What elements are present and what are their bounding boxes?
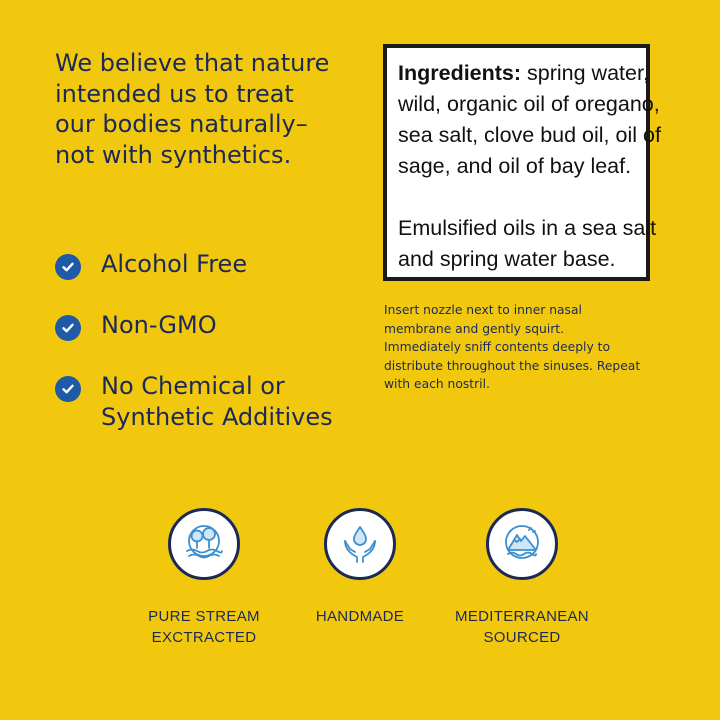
tagline-line: our bodies naturally– — [55, 110, 308, 138]
ingredients-first-line — [398, 58, 649, 89]
badge-mediterranean-sourced — [442, 508, 602, 648]
ingredients-note-line: and spring water base. — [398, 247, 616, 271]
tagline — [55, 48, 355, 170]
badge-label — [455, 606, 589, 648]
directions-line: distribute throughout the sinuses. Repeat — [384, 358, 641, 373]
feature-label — [101, 249, 247, 280]
mountain-sea-icon — [486, 508, 558, 580]
usage-directions — [384, 301, 674, 394]
badge-label-line: EXCTRACTED — [151, 629, 257, 646]
feature-label-line: Non-GMO — [101, 311, 217, 339]
feature-no-chemical-additives — [55, 371, 333, 433]
ingredients-note-line: Emulsified oils in a sea salt — [398, 216, 657, 240]
directions-line: with each nostril. — [384, 377, 490, 391]
feature-non-gmo — [55, 310, 217, 341]
feature-label — [101, 371, 333, 433]
ingredients-line: sea salt, clove bud oil, oil of — [398, 123, 661, 147]
ingredients-heading: Ingredients: — [398, 61, 522, 85]
feature-label-line: Alcohol Free — [101, 250, 248, 278]
badge-handmade — [280, 508, 440, 627]
feature-alcohol-free — [55, 249, 247, 280]
badge-label — [316, 606, 404, 627]
checkmark-circle-icon — [55, 315, 81, 341]
hands-droplet-icon — [324, 508, 396, 580]
directions-line: membrane and gently squirt. — [384, 321, 565, 336]
feature-label-line: No Chemical or — [101, 372, 285, 400]
trees-water-icon — [168, 508, 240, 580]
ingredients-panel — [383, 44, 661, 281]
badge-label-line: MEDITERRANEAN — [455, 608, 589, 625]
badge-label-line: SOURCED — [483, 629, 561, 646]
badge-label-line: HANDMADE — [315, 608, 405, 625]
checkmark-circle-icon — [55, 254, 81, 280]
feature-label — [101, 310, 217, 341]
tagline-line: intended us to treat — [55, 79, 294, 108]
ingredients-text: spring water, — [521, 61, 649, 85]
feature-label-line: Synthetic Additives — [101, 403, 333, 431]
badge-pure-stream — [124, 508, 284, 648]
ingredients-line: sage, and oil of bay leaf. — [398, 154, 632, 178]
badge-label-line: PURE STREAM — [148, 608, 260, 625]
tagline-line: We believe that nature — [55, 49, 330, 77]
ingredients-line: wild, organic oil of oregano, — [398, 92, 660, 116]
directions-line: Immediately sniff contents deeply to — [384, 340, 610, 354]
spacer — [398, 182, 638, 213]
directions-line: Insert nozzle next to inner nasal — [384, 303, 582, 317]
tagline-line: not with synthetics. — [55, 140, 292, 169]
checkmark-circle-icon — [55, 376, 81, 402]
badge-label — [148, 606, 260, 648]
